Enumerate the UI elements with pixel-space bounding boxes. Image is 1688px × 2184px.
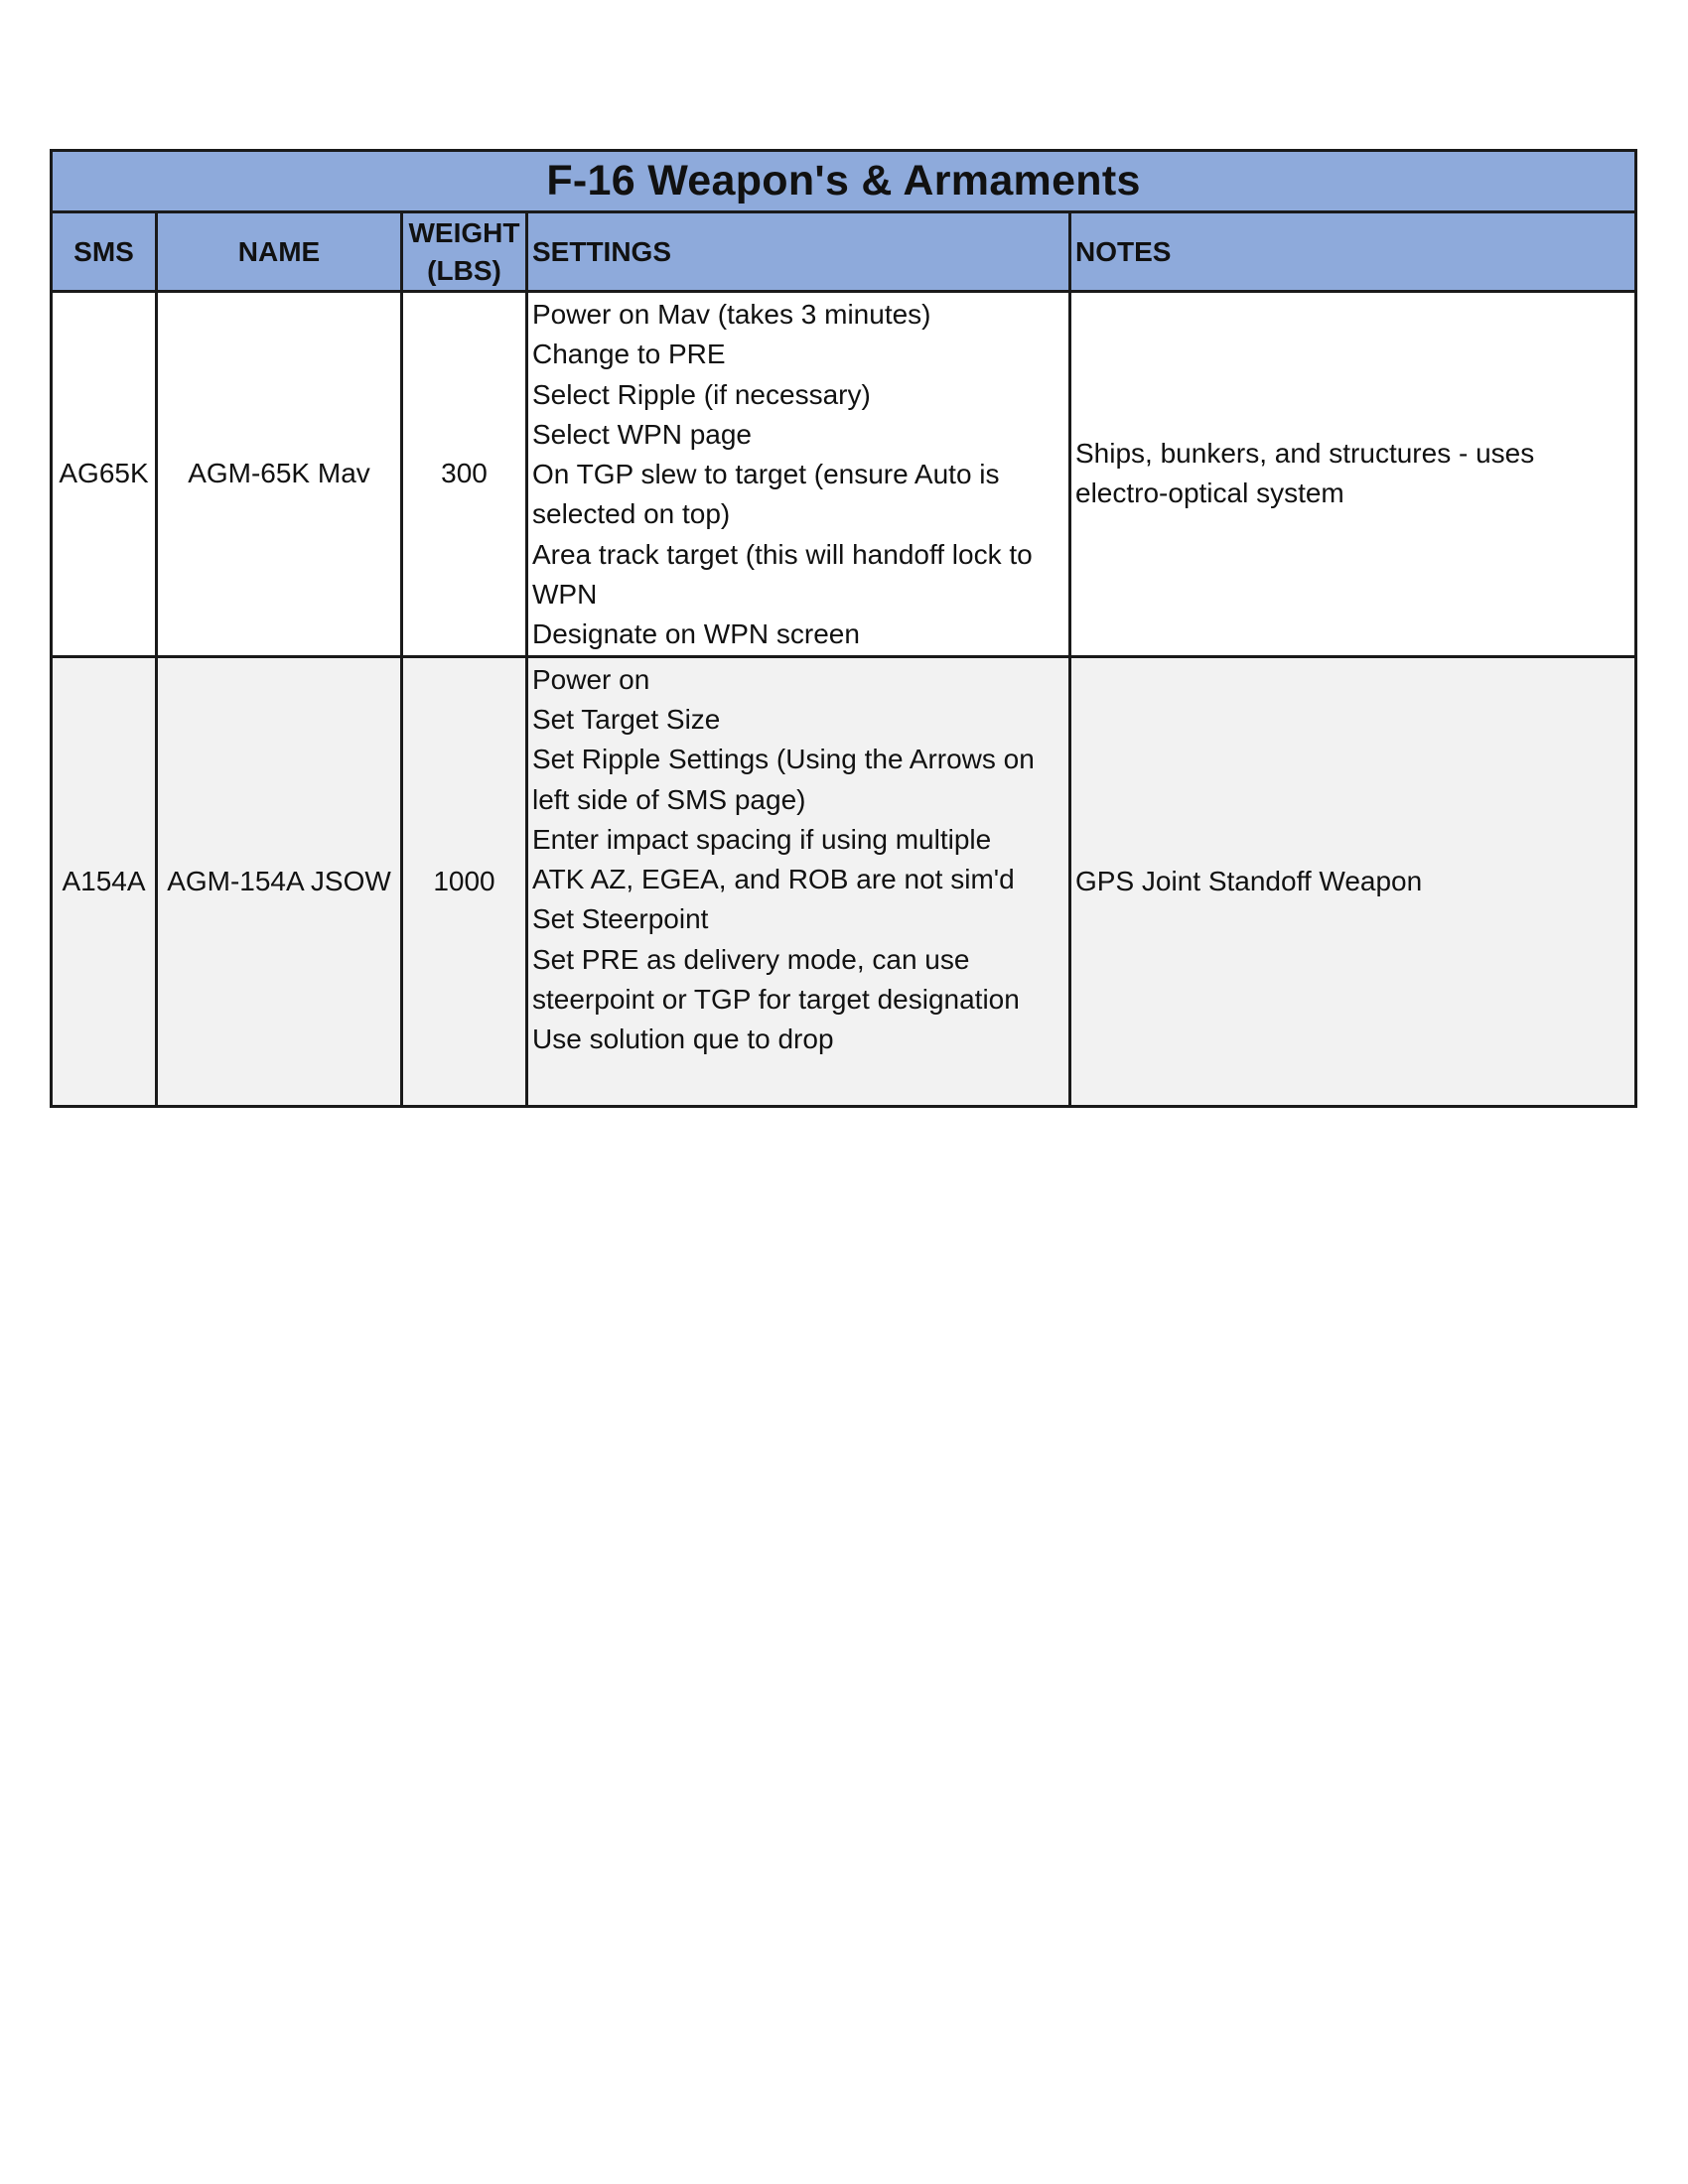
settings-step: Use solution que to drop — [532, 1024, 834, 1055]
settings-step: Set Target Size — [532, 703, 721, 735]
settings-step: Select WPN page — [532, 418, 752, 450]
weapon-name-cell: AGM-154A JSOW — [157, 656, 402, 1106]
settings-step: On TGP slew to target (ensure Auto is selected on top) — [532, 459, 1000, 530]
settings-step: Power on — [532, 663, 650, 695]
notes-cell: Ships, bunkers, and structures - uses electro-optical system — [1070, 292, 1636, 657]
settings-cell — [527, 656, 1070, 1106]
settings-step: Set Steerpoint — [532, 903, 709, 935]
sms-code-cell: A154A — [52, 656, 157, 1106]
settings-cell — [527, 292, 1070, 657]
settings-step: Select Ripple (if necessary) — [532, 378, 871, 410]
header-settings: SETTINGS — [527, 212, 1070, 292]
header-row — [52, 212, 1636, 292]
weight-cell: 300 — [402, 292, 527, 657]
header-name: NAME — [157, 212, 402, 292]
header-notes: NOTES — [1070, 212, 1636, 292]
table-title: F-16 Weapon's & Armaments — [52, 151, 1636, 212]
header-weight — [402, 212, 527, 292]
table-row — [52, 292, 1636, 657]
sms-code-cell: AG65K — [52, 292, 157, 657]
settings-step: Designate on WPN screen — [532, 618, 860, 650]
settings-step: Set Ripple Settings (Using the Arrows on left side of SMS page) — [532, 744, 1035, 815]
table-row — [52, 656, 1636, 1106]
weight-cell: 1000 — [402, 656, 527, 1106]
settings-step: Enter impact spacing if using multiple — [532, 823, 992, 855]
header-weight-line1: WEIGHT — [408, 216, 520, 248]
settings-step: Set PRE as delivery mode, can use steerpoint or TGP for target designation — [532, 943, 1020, 1016]
settings-step: ATK AZ, EGEA, and ROB are not sim'd — [532, 864, 1015, 895]
settings-step: Power on Mav (takes 3 minutes) — [532, 299, 931, 330]
header-weight-line2: (LBS) — [427, 254, 501, 286]
weapons-table — [50, 149, 1637, 1108]
notes-cell: GPS Joint Standoff Weapon — [1070, 656, 1636, 1106]
settings-step: Change to PRE — [532, 339, 726, 370]
settings-step: Area track target (this will handoff lock to WPN — [532, 538, 1033, 611]
weapon-name-cell: AGM-65K Mav — [157, 292, 402, 657]
header-sms: SMS — [52, 212, 157, 292]
